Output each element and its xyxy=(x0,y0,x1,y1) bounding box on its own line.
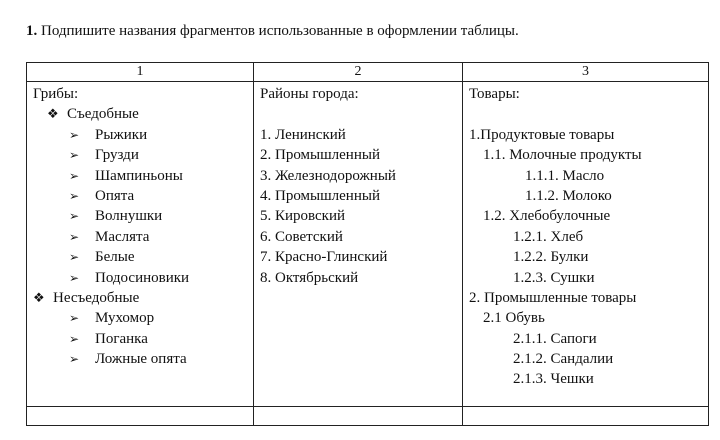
goods-item-text: 1.1.1. Масло xyxy=(525,167,605,184)
diamond-bullet-icon: ❖ xyxy=(47,106,59,122)
arrow-bullet-icon: ➢ xyxy=(69,331,80,346)
goods-item xyxy=(469,125,708,145)
district-item-text: 6. Советский xyxy=(260,228,343,245)
goods-item xyxy=(469,227,708,247)
task-number: 1. xyxy=(26,23,38,39)
district-item xyxy=(260,186,462,206)
district-item xyxy=(260,206,462,226)
district-item-text: 1. Ленинский xyxy=(260,126,346,143)
edible-item-text: Белые xyxy=(95,249,135,266)
arrow-bullet-icon: ➢ xyxy=(69,270,80,285)
goods-item-text: 1.2.3. Сушки xyxy=(513,269,595,286)
edible-group xyxy=(33,104,253,124)
district-item-text: 3. Железнодорожный xyxy=(260,167,396,184)
edible-item-text: Грузди xyxy=(95,147,139,164)
goods-item-text: 2. Промышленные товары xyxy=(469,289,637,306)
edible-item xyxy=(33,247,253,267)
inedible-item xyxy=(33,349,253,369)
goods-item xyxy=(469,268,708,288)
arrow-bullet-icon: ➢ xyxy=(69,209,80,224)
inedible-item xyxy=(33,308,253,328)
mushrooms-title-text: Грибы: xyxy=(33,86,79,102)
arrow-bullet-icon: ➢ xyxy=(69,127,80,142)
inedible-item-text: Поганка xyxy=(95,330,148,347)
inedible-group xyxy=(33,288,253,308)
goods-item xyxy=(469,186,708,206)
goods-item-text: 2.1.1. Сапоги xyxy=(513,330,597,347)
inedible-item-text: Мухомор xyxy=(95,310,155,327)
goods-item-text: 1.2.2. Булки xyxy=(513,249,589,266)
goods-item xyxy=(469,145,708,165)
spacer xyxy=(469,104,708,124)
arrow-bullet-icon: ➢ xyxy=(69,229,80,244)
goods-item xyxy=(469,329,708,349)
district-item-text: 4. Промышленный xyxy=(260,187,380,204)
goods-item xyxy=(469,369,708,389)
goods-item-text: 1.1.2. Молоко xyxy=(525,187,612,204)
district-item xyxy=(260,166,462,186)
district-item-text: 8. Октябрьский xyxy=(260,269,359,286)
empty-cell-2 xyxy=(254,407,463,426)
goods-cell xyxy=(463,82,709,407)
arrow-bullet-icon: ➢ xyxy=(69,168,80,183)
arrow-bullet-icon: ➢ xyxy=(69,148,80,163)
edible-item-text: Опята xyxy=(95,187,135,204)
district-item xyxy=(260,145,462,165)
task-text: Подпишите названия фрагментов использованные в оформлении таблицы. xyxy=(41,23,519,39)
content-row xyxy=(27,82,709,407)
goods-item-text: 1.2.1. Хлеб xyxy=(513,228,584,245)
empty-cell-1 xyxy=(27,407,254,426)
goods-item xyxy=(469,247,708,267)
districts-cell xyxy=(254,82,463,407)
district-item xyxy=(260,227,462,247)
edible-item xyxy=(33,145,253,165)
district-item xyxy=(260,268,462,288)
empty-row xyxy=(27,407,709,426)
header-cell-3: 3 xyxy=(463,63,709,82)
district-item-text: 7. Красно-Глинский xyxy=(260,249,388,266)
districts-title-text: Районы города: xyxy=(260,86,359,102)
edible-item xyxy=(33,206,253,226)
outline-table xyxy=(26,62,709,426)
mushrooms-title xyxy=(33,84,253,104)
goods-item-text: 1.2. Хлебобулочные xyxy=(483,208,611,225)
header-row xyxy=(27,63,709,82)
inedible-item-text: Ложные опята xyxy=(95,351,187,368)
district-item-text: 2. Промышленный xyxy=(260,147,380,164)
edible-item-text: Подосиновики xyxy=(95,269,190,286)
district-item xyxy=(260,247,462,267)
goods-title xyxy=(469,84,708,104)
empty-cell-3 xyxy=(463,407,709,426)
arrow-bullet-icon: ➢ xyxy=(69,188,80,203)
inedible-item xyxy=(33,329,253,349)
edible-item xyxy=(33,125,253,145)
goods-item xyxy=(469,308,708,328)
arrow-bullet-icon: ➢ xyxy=(69,311,80,326)
district-item xyxy=(260,125,462,145)
edible-item xyxy=(33,227,253,247)
goods-item-text: 2.1.3. Чешки xyxy=(513,371,594,388)
edible-item-text: Шампиньоны xyxy=(95,167,183,184)
edible-item xyxy=(33,166,253,186)
arrow-bullet-icon: ➢ xyxy=(69,250,80,265)
header-cell-2: 2 xyxy=(254,63,463,82)
goods-item xyxy=(469,288,708,308)
goods-item-text: 2.1 Обувь xyxy=(483,310,545,327)
task-heading xyxy=(26,22,519,40)
spacer xyxy=(260,104,462,124)
header-cell-1: 1 xyxy=(27,63,254,82)
edible-item-text: Рыжики xyxy=(95,126,148,143)
edible-item xyxy=(33,186,253,206)
goods-item xyxy=(469,206,708,226)
goods-item xyxy=(469,166,708,186)
mushrooms-cell xyxy=(27,82,254,407)
edible-group-text: Съедобные xyxy=(67,106,139,123)
arrow-bullet-icon: ➢ xyxy=(69,352,80,367)
diamond-bullet-icon: ❖ xyxy=(33,289,45,305)
goods-title-text: Товары: xyxy=(469,86,520,102)
goods-item-text: 2.1.2. Сандалии xyxy=(513,351,614,368)
goods-item-text: 1.1. Молочные продукты xyxy=(483,147,642,164)
goods-item-text: 1.Продуктовые товары xyxy=(469,126,615,143)
goods-item xyxy=(469,349,708,369)
districts-title xyxy=(260,84,462,104)
edible-item xyxy=(33,268,253,288)
edible-item-text: Маслята xyxy=(95,228,150,245)
inedible-group-text: Несъедобные xyxy=(53,289,140,306)
edible-item-text: Волнушки xyxy=(95,208,163,225)
district-item-text: 5. Кировский xyxy=(260,208,346,225)
